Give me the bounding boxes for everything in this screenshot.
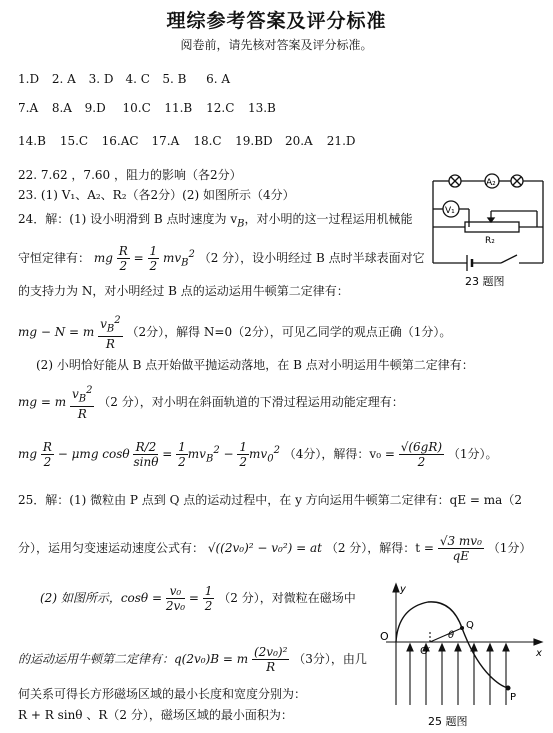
answer: 13.B — [247, 101, 276, 115]
answer: 4. C — [125, 72, 150, 86]
answer: 12.C — [206, 101, 235, 115]
figure-23-caption: 23 题图 — [465, 275, 505, 288]
fraction: $\frac{1}{2}$ — [204, 584, 213, 613]
q22-answer: 22. 7.62 ，7.60 ，阻力的影响（各2分） — [18, 168, 242, 182]
fraction: $\frac{1}{2}$ — [239, 440, 248, 469]
fraction: $\frac{v_B^2}{R}$ — [71, 385, 93, 422]
q25-line-2: 分），运用匀变速运动速度公式有： √((2v₀)² − v₀²) = at （2 分），解得：t = $\frac{\text{√3 mv₀}}{qE}$ （1分） — [18, 534, 532, 563]
fraction: $\frac{\text{(2v₀)²}}{R}$ — [253, 645, 288, 674]
answer: 18.C — [193, 134, 222, 148]
answer: 9.D — [84, 101, 106, 115]
fraction: $\frac{R/2}{\sin\theta}$ — [133, 440, 159, 469]
answer: 19.BD — [235, 134, 273, 148]
fraction: $\frac{\text{v₀}}{\text{2v₀}}$ — [165, 584, 186, 613]
q24-line-5: (2) 小明恰好能从 B 点开始做平抛运动落地，在 B 点对小明运用牛顿第二定律有： — [36, 358, 474, 372]
axis-y-label: y — [400, 584, 406, 595]
ammeter-label: A₂ — [486, 178, 496, 188]
answer: 8.A — [51, 101, 72, 115]
answer: 3. D — [88, 72, 114, 86]
fraction: $\frac{R}{2}$ — [118, 244, 128, 273]
figure-23-circuit — [425, 165, 553, 290]
fraction: $\frac{1}{2}$ — [178, 440, 186, 469]
q24-line-7: mg $\frac{R}{2}$ − μmg cosθ $\frac{R/2}{\sin\theta}$ = $\frac{1}{2}$ $mv_B^2$ − $\frac{1}{2}$ $mv_0^2$ （4分），解得：v₀ = $\frac{√(6gR)}{2}$ （1分）。 — [18, 440, 498, 469]
point-q-label: Q — [466, 620, 474, 631]
q25-line-5: 何关系可得长方形磁场区域的最小长度和宽度分别为： — [18, 687, 307, 701]
answer: 1.D — [18, 72, 40, 86]
fraction: $\frac{√(6gR)}{2}$ — [400, 440, 443, 469]
origin-label: O — [380, 630, 389, 643]
fraction: $\frac{1}{2}$ — [149, 244, 158, 273]
answer: 5. B — [162, 72, 187, 86]
q24-line-3: 的支持力为 N，对小明经过 B 点的运动运用牛顿第二定律有： — [18, 284, 349, 298]
axis-x-label: x — [536, 648, 542, 659]
mcq-row-3 — [18, 134, 365, 148]
q24-line-2: 守恒定律有： mg $\frac{R}{2}$ = $\frac{1}{2}$ $mv_B^2$ （2 分），设小明经过 B 点时半球表面对它 — [18, 244, 425, 273]
answer: 20.A — [284, 134, 313, 148]
angle-label: θ — [448, 630, 455, 641]
answer: 14.B — [18, 134, 46, 148]
answer: 7.A — [18, 101, 39, 115]
figure-25-caption: 25 题图 — [428, 715, 468, 728]
q25-line-4: 的运动运用牛顿第二定律有：q(2v₀)B = m $\frac{\text{(2v₀)²}}{R}$ （3分），由几 — [18, 645, 367, 674]
page-subtitle: 阅卷前，请先核对答案及评分标准。 — [180, 38, 373, 52]
answer: 2. A — [51, 72, 76, 86]
switch-icon — [501, 255, 517, 263]
answer: 11.B — [164, 101, 193, 115]
point-p-label: P — [510, 692, 517, 703]
answer: 15.C — [59, 134, 89, 148]
q25-line-3: (2) 如图所示，cosθ = $\frac{\text{v₀}}{\text{2v₀}}$ = $\frac{1}{2}$ （2 分），对微粒在磁场中 — [40, 584, 356, 613]
q24-line-4: mg − N = m $\frac{v_B^2}{R}$ （2分），解得 N=0（2分），可见乙同学的观点正确（1分）。 — [18, 315, 452, 352]
q25-line-1: 25．解：(1) 微粒由 P 点到 Q 点的运动过程中，在 y 方向运用牛顿第二定律有：qE = ma（2 — [18, 493, 522, 507]
answer: 17.A — [151, 134, 180, 148]
q25-line-6: R + R sinθ 、R（2 分），磁场区域的最小面积为： — [18, 708, 293, 722]
q24-line-6: mg = m $\frac{v_B^2}{R}$ （2 分），对小明在斜面轨道的下滑过程运用动能定理有： — [18, 385, 404, 422]
q23-answer: 23. (1) V₁、A₂、R₂（各2分）(2) 如图所示（4分） — [18, 188, 295, 202]
answer: 16.AC — [101, 134, 139, 148]
rheostat-icon — [465, 222, 519, 232]
mcq-row-2 — [18, 101, 286, 115]
mcq-row-1 — [18, 72, 239, 86]
rheostat-label: R₂ — [485, 236, 495, 246]
fraction: $\frac{R}{2}$ — [42, 440, 52, 469]
q24-line-1: 24．解：(1) 设小明滑到 B 点时速度为 $v_B$，对小明的这一过程运用机械能 — [18, 212, 413, 230]
answer: 10.C — [122, 101, 151, 115]
page-title: 理综参考答案及评分标准 — [166, 10, 387, 32]
center-label: O′ — [420, 646, 431, 657]
answer: 21.D — [326, 134, 356, 148]
fraction: $\frac{v_B^2}{R}$ — [100, 315, 121, 352]
answer: 6. A — [206, 72, 231, 86]
voltmeter-label: V₁ — [445, 206, 455, 216]
fraction: $\frac{\text{√3 mv₀}}{qE}$ — [439, 534, 482, 563]
figure-25-trajectory — [378, 580, 548, 733]
